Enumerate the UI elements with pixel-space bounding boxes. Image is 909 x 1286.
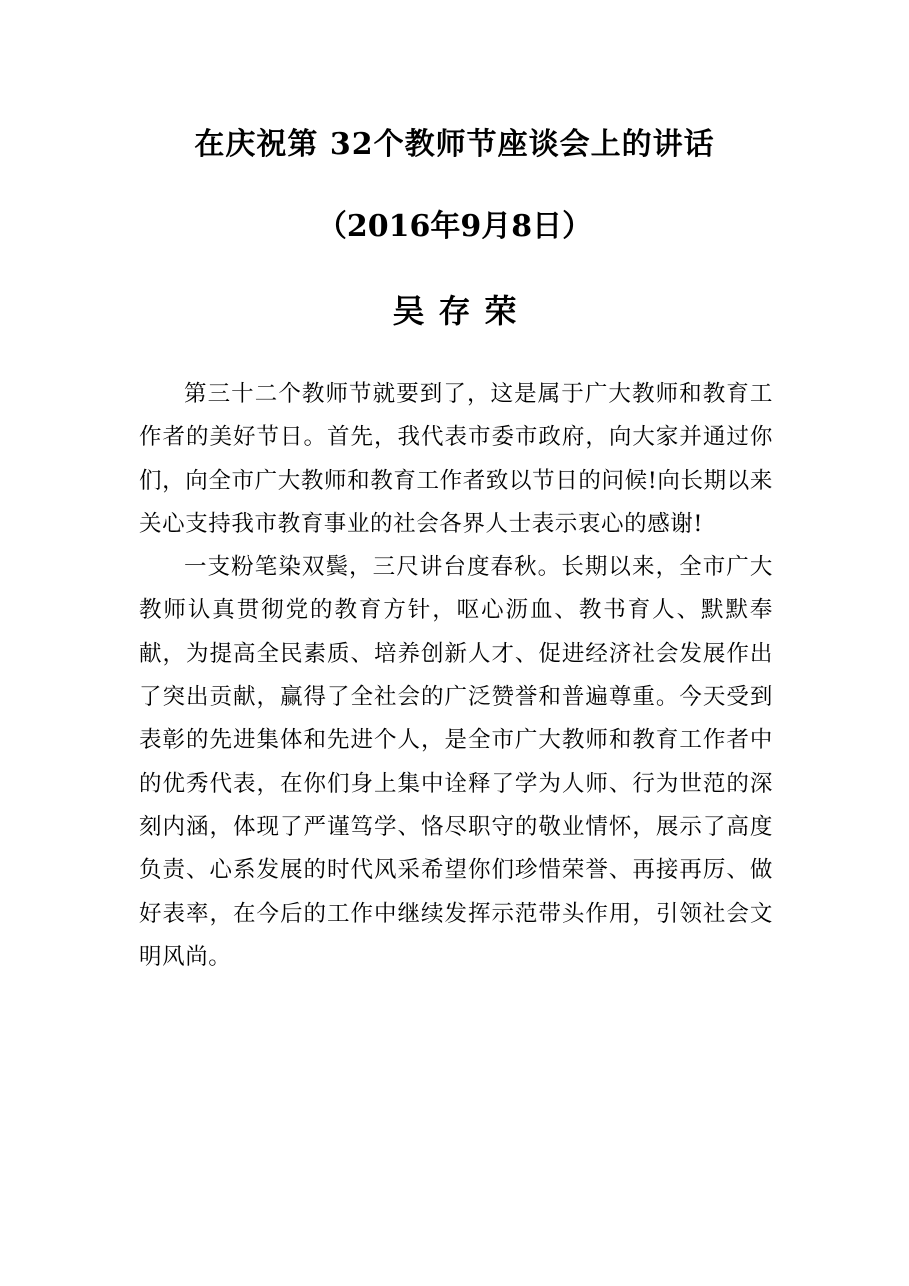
author-name: 吴存荣 xyxy=(392,292,531,330)
document-body xyxy=(139,373,773,979)
speech-date: （2016年9月8日） xyxy=(316,209,593,244)
paragraph-2: 一支粉笔染双鬓，三尺讲台度春秋。长期以来，全市广大教师认真贯彻党的教育方针，呕心沥血、教书育人、默默奉献，为提高全民素质、培养创新人才、促进经济社会发展作出了突出贡献，赢得了全社会的广泛赞誉和普遍尊重。今天受到表彰的先进集体和先进个人，是全市广大教师和教育工作者中的优秀代表，在你们身上集中诠释了学为人师、行为世范的深刻内涵，体现了严谨笃学、恪尽职守的敬业情怀，展示了高度负责、心系发展的时代风采希望你们珍惜荣誉、再接再厉、做好表率，在今后的工作中继续发挥示范带头作用，引领社会文明风尚。 xyxy=(139,554,773,970)
document-title: 在庆祝第 32个教师节座谈会上的讲话 xyxy=(194,127,715,162)
paragraph-1: 第三十二个教师节就要到了，这是属于广大教师和教育工作者的美好节日。首先，我代表市委市政府，向大家并通过你们，向全市广大教师和教育工作者致以节日的问候!向长期以来关心支持我市教育事业的社会各界人士表示衷心的感谢! xyxy=(139,381,773,537)
